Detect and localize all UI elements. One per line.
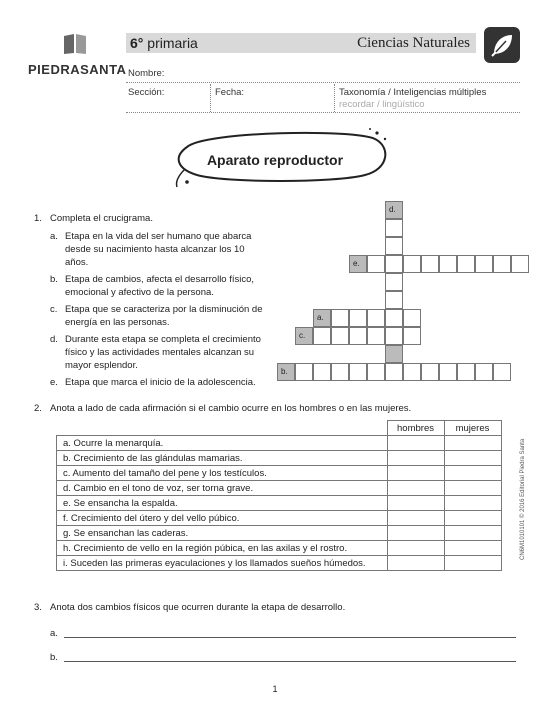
crossword-cell[interactable] xyxy=(385,327,403,345)
crossword-start-cell xyxy=(385,345,403,363)
q1-prompt: Completa el crucigrama. xyxy=(50,213,153,224)
answer-cell[interactable] xyxy=(387,466,444,481)
clue-text: Durante esta etapa se completa el crecimiento físico y las actividades mentales alcanzan su mayor esplendor. xyxy=(65,334,261,371)
answer-cell[interactable] xyxy=(444,511,501,526)
header-divider xyxy=(210,84,211,112)
table-row: e. Se ensancha la espalda. xyxy=(57,496,502,511)
table-row: f. Crecimiento del útero y del vello púbico. xyxy=(57,511,502,526)
q1-number: 1. xyxy=(34,213,42,224)
table-row: b. Crecimiento de las glándulas mamarias. xyxy=(57,451,502,466)
crossword-cell[interactable] xyxy=(493,255,511,273)
header-bottom-line xyxy=(126,112,520,113)
fecha-label: Fecha: xyxy=(215,87,245,98)
crossword-cell[interactable] xyxy=(403,363,421,381)
crossword-cell[interactable] xyxy=(385,255,403,273)
crossword-cell[interactable] xyxy=(385,273,403,291)
page-number: 1 xyxy=(272,684,278,694)
answer-line-label: b. xyxy=(50,652,58,663)
crossword-cell[interactable] xyxy=(349,363,367,381)
taxonomy-label: Taxonomía / Inteligencias múltiples xyxy=(339,87,487,98)
crossword-cell[interactable] xyxy=(385,291,403,309)
clue-letter: d. xyxy=(50,334,58,345)
answer-cell[interactable] xyxy=(387,436,444,451)
crossword-cell[interactable] xyxy=(313,363,331,381)
crossword-cell[interactable] xyxy=(367,327,385,345)
clue-text: Etapa que se caracteriza por la disminución de energía en las personas. xyxy=(65,304,263,328)
crossword-cell[interactable] xyxy=(511,255,529,273)
q2-number: 2. xyxy=(34,403,42,414)
table-row: i. Suceden las primeras eyaculaciones y los llamados sueños húmedos. xyxy=(57,556,502,571)
col-mujeres: mujeres xyxy=(444,421,501,436)
crossword-cell[interactable] xyxy=(295,363,313,381)
taxonomy-value: recordar / lingüístico xyxy=(339,99,425,110)
crossword-label-e: e. xyxy=(353,259,360,268)
crossword-label-b: b. xyxy=(281,367,288,376)
crossword-cell[interactable] xyxy=(331,363,349,381)
answer-line-a[interactable] xyxy=(64,637,516,638)
answer-cell[interactable] xyxy=(444,556,501,571)
answer-cell[interactable] xyxy=(444,481,501,496)
col-hombres: hombres xyxy=(387,421,444,436)
answer-cell[interactable] xyxy=(387,451,444,466)
crossword-cell[interactable] xyxy=(367,363,385,381)
answer-cell[interactable] xyxy=(444,526,501,541)
nombre-label: Nombre: xyxy=(128,68,165,79)
answer-cell[interactable] xyxy=(444,451,501,466)
crossword-cell[interactable] xyxy=(421,255,439,273)
crossword-cell[interactable] xyxy=(385,219,403,237)
crossword-cell[interactable] xyxy=(385,363,403,381)
seccion-label: Sección: xyxy=(128,87,165,98)
brand-logo: PIEDRASANTA xyxy=(28,62,127,77)
crossword-cell[interactable] xyxy=(475,255,493,273)
clue-text: Etapa en la vida del ser humano que abarca desde su nacimiento hasta alcanzar los 10 años. xyxy=(65,231,252,268)
answer-cell[interactable] xyxy=(444,436,501,451)
crossword-cell[interactable] xyxy=(421,363,439,381)
crossword-cell[interactable] xyxy=(475,363,493,381)
table-row: c. Aumento del tamaño del pene y los testículos. xyxy=(57,466,502,481)
q3-prompt: Anota dos cambios físicos que ocurren durante la etapa de desarrollo. xyxy=(50,602,346,613)
table-row: h. Crecimiento de vello en la región púbica, en las axilas y el rostro. xyxy=(57,541,502,556)
answer-cell[interactable] xyxy=(387,481,444,496)
clue-letter: b. xyxy=(50,274,58,285)
crossword-cell[interactable] xyxy=(367,309,385,327)
copyright-side-text: CN6M1010101 © 2016 Editorial Piedra Santa xyxy=(520,438,526,560)
answer-cell[interactable] xyxy=(387,541,444,556)
crossword-cell[interactable] xyxy=(385,237,403,255)
crossword-cell[interactable] xyxy=(367,255,385,273)
crossword-cell[interactable] xyxy=(403,309,421,327)
crossword-cell[interactable] xyxy=(349,309,367,327)
clue-text: Etapa que marca el inicio de la adolescencia. xyxy=(65,377,256,388)
answer-line-b[interactable] xyxy=(64,661,516,662)
table-row: g. Se ensanchan las caderas. xyxy=(57,526,502,541)
answer-cell[interactable] xyxy=(444,496,501,511)
answer-cell[interactable] xyxy=(444,466,501,481)
page-title: Aparato reproductor xyxy=(206,152,344,168)
crossword-cell[interactable] xyxy=(439,255,457,273)
crossword-cell[interactable] xyxy=(439,363,457,381)
grade-label: 6° primaria xyxy=(130,35,198,51)
crossword-cell[interactable] xyxy=(457,363,475,381)
changes-table xyxy=(56,420,502,571)
answer-cell[interactable] xyxy=(387,496,444,511)
crossword-cell[interactable] xyxy=(457,255,475,273)
nombre-line xyxy=(126,82,520,83)
header-divider xyxy=(334,84,335,112)
leaf-icon xyxy=(484,27,520,63)
crossword-cell[interactable] xyxy=(331,327,349,345)
table-row: a. Ocurre la menarquía. xyxy=(57,436,502,451)
crossword-cell[interactable] xyxy=(385,309,403,327)
crossword-label-c: c. xyxy=(299,331,306,340)
clue-text: Etapa de cambios, afecta el desarrollo físico, emocional y afectivo de la persona. xyxy=(65,274,255,298)
clue-letter: c. xyxy=(50,304,58,315)
crossword-cell[interactable] xyxy=(403,255,421,273)
answer-cell[interactable] xyxy=(387,556,444,571)
crossword-label-d: d. xyxy=(389,205,396,214)
crossword-label-a: a. xyxy=(317,313,324,322)
crossword-cell[interactable] xyxy=(493,363,511,381)
crossword-cell[interactable] xyxy=(313,327,331,345)
answer-line-label: a. xyxy=(50,628,58,639)
q3-number: 3. xyxy=(34,602,42,613)
answer-cell[interactable] xyxy=(387,526,444,541)
crossword-cell[interactable] xyxy=(331,309,349,327)
answer-cell[interactable] xyxy=(444,541,501,556)
crossword-cell[interactable] xyxy=(349,327,367,345)
answer-cell[interactable] xyxy=(387,511,444,526)
table-header-row xyxy=(57,421,502,436)
clue-letter: e. xyxy=(50,377,58,388)
crossword-cell[interactable] xyxy=(403,327,421,345)
subject-title: Ciencias Naturales xyxy=(357,35,470,51)
clue-letter: a. xyxy=(50,231,58,242)
table-row: d. Cambio en el tono de voz, ser torna grave. xyxy=(57,481,502,496)
book-logo-icon xyxy=(62,33,88,55)
q2-prompt: Anota a lado de cada afirmación si el cambio ocurre en los hombres o en las mujeres. xyxy=(50,403,412,414)
